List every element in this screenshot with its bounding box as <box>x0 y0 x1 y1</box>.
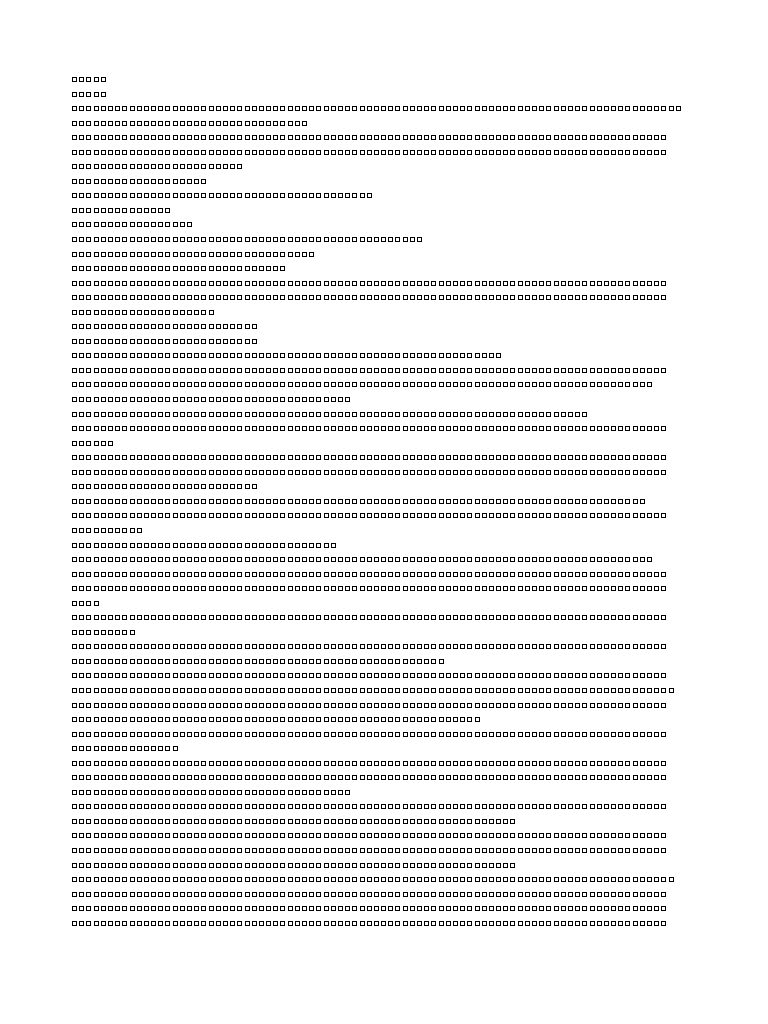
text-line <box>72 422 712 437</box>
text-line <box>72 233 712 248</box>
text-line-content <box>72 88 712 103</box>
text-line-content <box>72 829 712 844</box>
text-line-content <box>72 146 712 161</box>
text-line-content <box>72 873 712 888</box>
text-line <box>72 378 712 393</box>
text-line <box>72 509 712 524</box>
text-line-content <box>72 320 712 335</box>
text-line <box>72 626 712 641</box>
text-line <box>72 568 712 583</box>
text-line-content <box>72 539 712 554</box>
text-line <box>72 902 712 917</box>
text-line <box>72 888 712 903</box>
text-line <box>72 102 712 117</box>
text-line <box>72 597 712 612</box>
text-line <box>72 684 712 699</box>
text-line <box>72 699 712 714</box>
text-line-content <box>72 422 712 437</box>
text-line-content <box>72 655 712 670</box>
text-line-content <box>72 437 712 452</box>
text-line-content <box>72 757 712 772</box>
text-line-content <box>72 713 712 728</box>
text-line-content <box>72 131 712 146</box>
text-line-content <box>72 728 712 743</box>
text-line <box>72 480 712 495</box>
text-line <box>72 146 712 161</box>
text-line-content <box>72 669 712 684</box>
text-line <box>72 757 712 772</box>
text-line <box>72 495 712 510</box>
text-line-content <box>72 466 712 481</box>
text-line <box>72 742 712 757</box>
text-line <box>72 728 712 743</box>
text-line <box>72 131 712 146</box>
text-line-content <box>72 218 712 233</box>
text-line-content <box>72 699 712 714</box>
text-line-content <box>72 568 712 583</box>
text-line-content <box>72 73 712 88</box>
text-line <box>72 364 712 379</box>
text-line-content <box>72 800 712 815</box>
text-line-content <box>72 451 712 466</box>
text-line-content <box>72 175 712 190</box>
text-line-content <box>72 393 712 408</box>
text-line-content <box>72 364 712 379</box>
text-line <box>72 800 712 815</box>
text-line <box>72 829 712 844</box>
text-line <box>72 524 712 539</box>
text-line-content <box>72 117 712 132</box>
text-line-content <box>72 335 712 350</box>
text-line <box>72 611 712 626</box>
text-line-content <box>72 640 712 655</box>
text-line <box>72 335 712 350</box>
text-line-content <box>72 189 712 204</box>
text-line <box>72 291 712 306</box>
text-line <box>72 859 712 874</box>
text-line <box>72 393 712 408</box>
text-line-content <box>72 262 712 277</box>
text-line-content <box>72 771 712 786</box>
text-line-content <box>72 291 712 306</box>
text-line <box>72 218 712 233</box>
text-line-content <box>72 277 712 292</box>
text-line <box>72 437 712 452</box>
text-line <box>72 408 712 423</box>
text-line-content <box>72 509 712 524</box>
text-line-content <box>72 160 712 175</box>
text-line <box>72 451 712 466</box>
text-line-content <box>72 248 712 263</box>
text-line-content <box>72 306 712 321</box>
text-line <box>72 117 712 132</box>
text-line <box>72 582 712 597</box>
text-line <box>72 88 712 103</box>
text-line-content <box>72 408 712 423</box>
text-line-content <box>72 902 712 917</box>
text-line <box>72 539 712 554</box>
text-line-content <box>72 742 712 757</box>
text-line-content <box>72 233 712 248</box>
text-line-content <box>72 626 712 641</box>
text-line <box>72 655 712 670</box>
text-line <box>72 873 712 888</box>
text-line <box>72 175 712 190</box>
text-line <box>72 349 712 364</box>
text-line-content <box>72 495 712 510</box>
text-line <box>72 277 712 292</box>
text-line <box>72 262 712 277</box>
text-line-content <box>72 524 712 539</box>
text-line <box>72 815 712 830</box>
text-line <box>72 160 712 175</box>
text-line-content <box>72 582 712 597</box>
text-line-content <box>72 102 712 117</box>
text-line-content <box>72 888 712 903</box>
text-line <box>72 669 712 684</box>
document-page <box>72 73 712 931</box>
text-line-content <box>72 815 712 830</box>
text-line <box>72 844 712 859</box>
text-line <box>72 640 712 655</box>
text-line <box>72 204 712 219</box>
text-line <box>72 713 712 728</box>
text-line-content <box>72 844 712 859</box>
text-line <box>72 306 712 321</box>
text-line-content <box>72 917 712 932</box>
text-line-content <box>72 349 712 364</box>
text-line-content <box>72 611 712 626</box>
text-line <box>72 73 712 88</box>
text-line <box>72 248 712 263</box>
text-line-content <box>72 786 712 801</box>
text-line-content <box>72 597 712 612</box>
text-line-content <box>72 684 712 699</box>
text-line <box>72 786 712 801</box>
text-line <box>72 553 712 568</box>
text-line <box>72 189 712 204</box>
text-line <box>72 771 712 786</box>
text-line-content <box>72 480 712 495</box>
text-line <box>72 320 712 335</box>
text-line-content <box>72 859 712 874</box>
text-line <box>72 466 712 481</box>
text-line-content <box>72 204 712 219</box>
text-line-content <box>72 378 712 393</box>
text-line <box>72 917 712 932</box>
text-line-content <box>72 553 712 568</box>
